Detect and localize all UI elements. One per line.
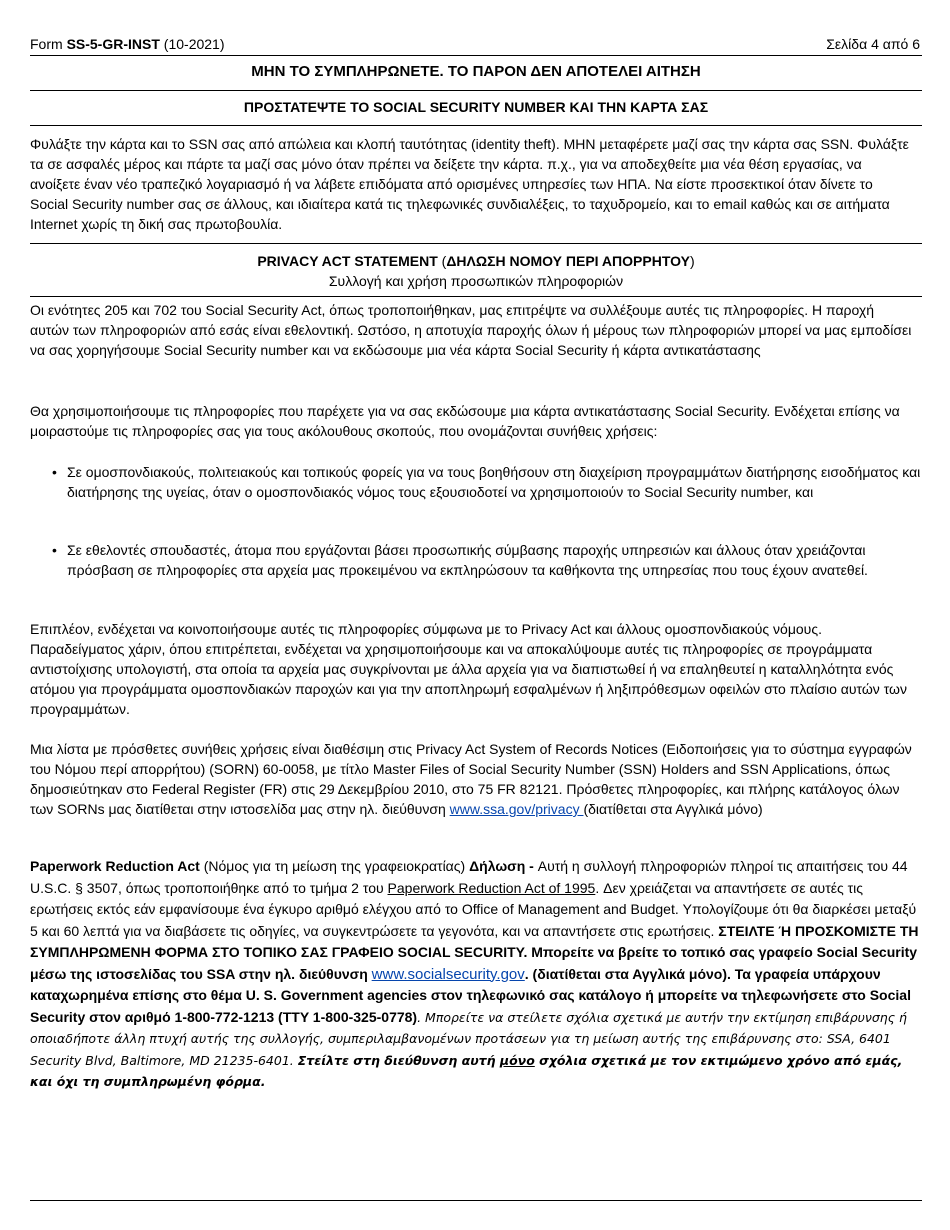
privacy-paragraph-2: Θα χρησιμοποιήσουμε τις πληροφορίες που παρέχετε για να σας εκδώσουμε μια κάρτα αντικατάστασης Social Security. Ενδέχεται επίσης να μοιραστούμε τις πληροφορίες σας για τους ακόλουθους σκοπούς, που ονομάζονται συνήθεις χρήσεις: — [30, 403, 900, 439]
footer-divider — [30, 1200, 922, 1201]
page-word: Σελίδα — [826, 36, 872, 52]
page-of: από — [878, 36, 913, 52]
form-date: (10-2021) — [159, 36, 225, 52]
page-total: 6 — [912, 36, 920, 52]
divider — [30, 55, 922, 56]
bullet-dot: • — [52, 464, 57, 480]
privacy-heading-open: ( — [437, 253, 447, 269]
privacy-heading-gr: ΔΗΛΩΣΗ ΝΟΜΟΥ ΠΕΡΙ ΑΠΟΡΡΗΤΟΥ — [446, 253, 690, 269]
privacy-heading-en: PRIVACY ACT STATEMENT — [257, 253, 438, 269]
list-item — [52, 462, 929, 502]
form-id: SS-5-GR-INST — [66, 36, 160, 52]
pra-act-link[interactable]: Paperwork Reduction Act of 1995 — [387, 879, 596, 896]
page-number — [826, 34, 920, 54]
pra-bold-italic-1: Στείλτε στη διεύθυνση αυτή — [297, 1052, 500, 1068]
divider — [30, 243, 922, 244]
privacy-subheading: Συλλογή και χρήση προσωπικών πληροφοριών — [328, 273, 624, 289]
divider — [30, 125, 922, 126]
pra-lead-paren: (Νόμος για τη μείωση της γραφειοκρατίας) — [199, 858, 470, 874]
privacy-paragraph-4 — [30, 739, 914, 819]
pra-italic: . Μπορείτε να στείλετε σχόλια σχετικά με αυτήν την εκτίμηση επιβάρυνσης ή οποιαδήποτε άλλη πτυχή αυτής της συλλογής, συμπεριλαμβανομένων προτάσεων για τη μείωση αυτής της επιβάρυνσης στο: SSA, 6401 Security Blvd, Baltimore, MD 21235-6401. — [30, 1009, 907, 1068]
privacy-heading-close: ) — [689, 253, 695, 269]
pra-bold-2: . (διατίθεται στα Αγγλικά μόνο). Τα γραφεία υπάρχουν καταχωρημένα επίσης στο θέμα U. S. Government agencies στον τηλεφωνικό σας κατάλογο ή μπορείτε να τηλεφωνήσετε στο Social Security στον αριθμό 1-800-772-1213 (TTY 1-800-325-0778) — [30, 965, 911, 1025]
paperwork-reduction-statement — [30, 856, 920, 1093]
pra-bold-1: ΣΤΕΙΛΤΕ Ή ΠΡΟΣΚΟΜΙΣΤΕ ΤΗ ΣΥΜΠΛΗΡΩΜΕΝΗ ΦΟΡΜΑ ΣΤΟ ΤΟΠΙΚΟ ΣΑΣ ΓΡΑΦΕΙΟ SOCIAL SECURITY. Μπορείτε να βρείτε το τοπικό σας γραφείο Social Security μέσω της ιστοσελίδας του SSA στην ηλ. διεύθυνση — [30, 922, 919, 982]
bullet-text: Σε ομοσπονδιακούς, πολιτειακούς και τοπικούς φορείς για να τους βοηθήσουν στη διαχείριση προγραμμάτων διατήρησης εισοδήματος και διατήρησης της υγείας, όταν ο ομοσπονδιακός νόμος τους εξουσιοδοτεί να χρησιμοποιούν το Social Security number, και — [67, 464, 921, 500]
pra-lead: Paperwork Reduction Act — [30, 858, 200, 874]
page-title: ΜΗΝ ΤΟ ΣΥΜΠΛΗΡΩΝΕΤΕ. ΤΟ ΠΑΡΟΝ ΔΕΝ ΑΠΟΤΕΛΕΙ ΑΙΤΗΣΗ — [251, 63, 701, 80]
privacy-heading — [30, 251, 922, 271]
pra-text-2: . Δεν χρειάζεται να απαντήσετε σε αυτές τις ερωτήσεις εκτός εάν εμφανίσουμε ένα έγκυρο αριθμό ελέγχου από το Office of Management and Budget. Υπολογίζουμε ότι θα διαρκέσει μεταξύ 5 και 60 λεπτά για να διαβάσετε τις οδηγίες, να συγκεντρώσετε τα γεγονότα, και να απαντήσετε στις ερωτήσεις. — [30, 879, 917, 939]
form-prefix: Form — [30, 36, 67, 52]
pra-bold-italic-2: σχόλια σχετικά με τον εκτιμώμενο χρόνο από εμάς, και όχι τη συμπληρωμένη φόρμα. — [30, 1052, 903, 1089]
page-header — [30, 34, 920, 54]
paragraph-text: Μια λίστα με πρόσθετες συνήθεις χρήσεις είναι διαθέσιμη στις Privacy Act System of Records Notices (Ειδοποιήσεις για το σύστημα εγγραφών του Νόμου περί απορρήτου) (SORN) 60-0058, με τίτλο Master Files of Social Security Number (SSN) Holders and SSN Applications, όπως δημοσιεύτηκαν στο Federal Register (FR) στις 29 Δεκεμβρίου 2010, στο 75 FR 82121. Πρόσθετες πληροφορίες, και πλήρης κατάλογος όλων των SORNs μας διατίθεται στην ιστοσελίδα μας στην ηλ. διεύθυνση — [30, 741, 912, 817]
privacy-paragraph-1: Οι ενότητες 205 και 702 του Social Security Act, όπως τροποποιήθηκαν, μας επιτρέψτε να συλλέξουμε αυτές τις πληροφορίες. Η παροχή αυτών των πληροφοριών από εσάς είναι εθελοντική. Ωστόσο, η αποτυχία παροχής όλων ή μέρους των πληροφοριών μπορεί να μας εμποδίσει να σας χορηγήσουμε Social Security number και να εκδώσουμε μια νέα κάρτα Social Security ή κάρτα αντικατάστασης — [30, 302, 912, 358]
bullet-dot: • — [52, 542, 57, 558]
bullet-text: Σε εθελοντές σπουδαστές, άτομα που εργάζονται βάσει προσωπικής σύμβασης παροχής υπηρεσιών και άλλους όταν χρειάζονται πρόσβαση σε πληροφορίες στα αρχεία μας προκειμένου να εκπληρώσουν τα καθήκοντα της υπηρεσίας που τους έχουν ανατεθεί. — [67, 542, 868, 578]
protect-heading: ΠΡΟΣΤΑΤΕΨΤΕ ΤΟ SOCIAL SECURITY NUMBER ΚΑΙ ΤΗΝ ΚΑΡΤΑ ΣΑΣ — [243, 99, 709, 115]
divider — [30, 90, 922, 91]
list-item — [52, 540, 929, 580]
paragraph-tail: (διατίθεται στα Αγγλικά μόνο) — [583, 801, 763, 817]
page-num: 4 — [871, 36, 879, 52]
pra-text-1: Αυτή η συλλογή πληροφοριών πληροί τις απαιτήσεις του 44 U.S.C. § 3507, όπως τροποποιήθηκε από το τμήμα 2 του — [30, 858, 908, 896]
divider — [30, 296, 922, 297]
ssa-privacy-link[interactable]: www.ssa.gov/privacy — [449, 801, 584, 817]
socialsecurity-link[interactable]: www.socialsecurity.gov — [371, 965, 525, 983]
privacy-paragraph-3: Επιπλέον, ενδέχεται να κοινοποιήσουμε αυτές τις πληροφορίες σύμφωνα με το Privacy Act και άλλους ομοσπονδιακούς νόμους. Παραδείγματος χάριν, όπου επιτρέπεται, ενδέχεται να χρησιμοποιήσουμε και να αποκαλύψουμε αυτές τις πληροφορίες σε προγράμματα αντιστοίχισης υπολογιστή, στα οποία τα αρχεία μας συγκρίνονται με άλλα αρχεία για να διαπιστωθεί ή να επαληθευτεί η καταλληλότητα ενός ατόμου για προγράμματα ομοσπονδιακών παροχών και για την αποπληρωμή εσφαλμένων ή ληξιπρόθεσμων οφειλών στο πλαίσιο αυτών των προγραμμάτων. — [30, 621, 907, 717]
protect-body: Φυλάξτε την κάρτα και το SSN σας από απώλεια και κλοπή ταυτότητας (identity theft). ΜΗΝ μεταφέρετε μαζί σας την κάρτα σας SSN. Φυλάξτε τα σε ασφαλές μέρος και πάρτε τα μαζί σας μόνο όταν πρέπει να δείξετε την κάρτα. π.χ., για να αποδεχθείτε μια νέα θέση εργασίας, να ανοίξετε έναν νέο τραπεζικό λογαριασμό ή να λάβετε επιδόματα από ορισμένες υπηρεσίες των ΗΠΑ. Να είστε προσεκτικοί όταν δίνετε το Social Security number σας σε άλλους, και ιδιαίτερα κατά τις τηλεφωνικές συνδιαλέξεις, το ταχυδρομείο, και το email καθώς και σε αιτήματα Internet χωρίς τη δική σας πρωτοβουλία. — [30, 136, 909, 232]
pra-declaration: Δήλωση - — [469, 858, 538, 874]
pra-bold-italic-only: μόνο — [499, 1052, 535, 1068]
